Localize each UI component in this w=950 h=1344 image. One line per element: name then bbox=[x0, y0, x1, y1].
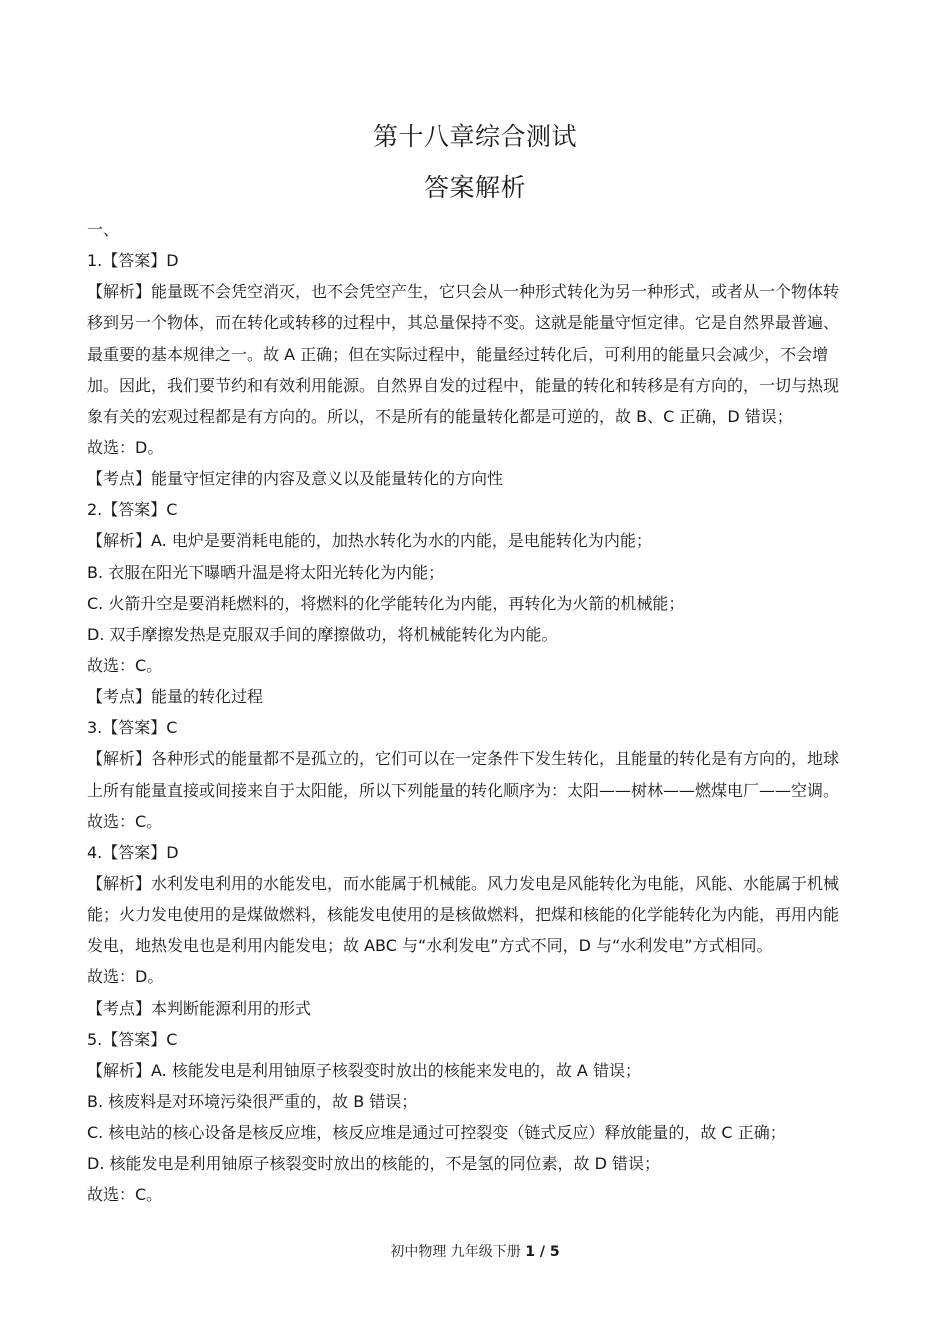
answer-line: 5.【答案】C bbox=[87, 1029, 178, 1049]
explanation-line: 【解析】水利发电利用的水能发电，而水能属于机械能。风力发电是风能转化为电能，风能、水能属于机械 bbox=[87, 873, 840, 893]
explanation-line: B. 核废料是对环境污染很严重的，故 B 错误； bbox=[87, 1091, 418, 1111]
section-marker: 一、 bbox=[87, 220, 120, 239]
explanation-line: 【解析】各种形式的能量都不是孤立的，它们可以在一定条件下发生转化，且能量的转化是有方向的，地球 bbox=[87, 749, 840, 769]
page-subtitle: 答案解析 bbox=[423, 173, 526, 202]
explanation-line: C. 核电站的核心设备是核反应堆，核反应堆是通过可控裂变（链式反应）释放能量的，故 C 正确； bbox=[87, 1123, 786, 1143]
answer-line: 1.【答案】D bbox=[87, 251, 179, 271]
choice-line: 故选：D。 bbox=[87, 437, 164, 457]
explanation-line: D. 核能发电是利用铀原子核裂变时放出的核能的，不是氢的同位素，故 D 错误； bbox=[87, 1154, 660, 1174]
explanation-line: 能；火力发电使用的是煤做燃料，核能发电使用的是核做燃料，把煤和核能的化学能转化为内能，再用内能 bbox=[87, 905, 840, 925]
explanation-line: 移到另一个物体，而在转化或转移的过程中，其总量保持不变。这就是能量守恒定律。它是自然界最普遍、 bbox=[87, 313, 840, 333]
explanation-line: 上所有能量直接或间接来自于太阳能，所以下列能量的转化顺序为：太阳——树林——燃煤电厂——空调。 bbox=[87, 780, 840, 800]
explanation-line: 最重要的基本规律之一。故 A 正确；但在实际过程中，能量经过转化后，可利用的能量只会减少，不会增 bbox=[87, 344, 829, 364]
explanation-line: 发电，地热发电也是利用内能发电；故 ABC 与“水利发电”方式不同，D 与“水利发电”方式相同。 bbox=[87, 936, 773, 956]
answer-line: 2.【答案】C bbox=[87, 500, 178, 520]
page-footer bbox=[0, 1242, 950, 1262]
topic-line: 【考点】能量守恒定律的内容及意义以及能量转化的方向性 bbox=[87, 469, 504, 489]
explanation-line: 象有关的宏观过程都是有方向的。所以，不是所有的能量转化都是可逆的，故 B、C 正确，D 错误； bbox=[87, 406, 793, 426]
explanation-line: 【解析】能量既不会凭空消灭，也不会凭空产生，它只会从一种形式转化为另一种形式，或者从一个物体转 bbox=[87, 282, 840, 302]
footer-text: 初中物理 九年级下册 bbox=[390, 1244, 526, 1260]
explanation-line: B. 衣服在阳光下曝晒升温是将太阳光转化为内能； bbox=[87, 562, 445, 582]
page-total: 5 bbox=[549, 1244, 560, 1260]
explanation-line: 【解析】A. 电炉是要消耗电能的，加热水转化为水的内能，是电能转化为内能； bbox=[87, 531, 652, 551]
choice-line: 故选：C。 bbox=[87, 811, 163, 831]
choice-line: 故选：C。 bbox=[87, 655, 163, 675]
choice-line: 故选：C。 bbox=[87, 1185, 163, 1205]
explanation-line: 加。因此，我们要节约和有效利用能源。自然界自发的过程中，能量的转化和转移是有方向的，一切与热现 bbox=[87, 375, 840, 395]
explanation-line: 【解析】A. 核能发电是利用铀原子核裂变时放出的核能来发电的，故 A 错误； bbox=[87, 1060, 641, 1080]
topic-line: 【考点】本判断能源利用的形式 bbox=[87, 998, 312, 1018]
page-number: 1 bbox=[525, 1244, 536, 1260]
topic-line: 【考点】能量的转化过程 bbox=[87, 687, 264, 707]
choice-line: 故选：D。 bbox=[87, 967, 164, 987]
page-title: 第十八章综合测试 bbox=[372, 122, 577, 151]
page-separator: / bbox=[535, 1244, 550, 1260]
answer-line: 4.【答案】D bbox=[87, 842, 179, 862]
answer-body bbox=[87, 214, 867, 1211]
explanation-line: D. 双手摩擦发热是克服双手间的摩擦做功，将机械能转化为内能。 bbox=[87, 624, 558, 644]
answer-line: 3.【答案】C bbox=[87, 718, 178, 738]
explanation-line: C. 火箭升空是要消耗燃料的，将燃料的化学能转化为内能，再转化为火箭的机械能； bbox=[87, 593, 685, 613]
